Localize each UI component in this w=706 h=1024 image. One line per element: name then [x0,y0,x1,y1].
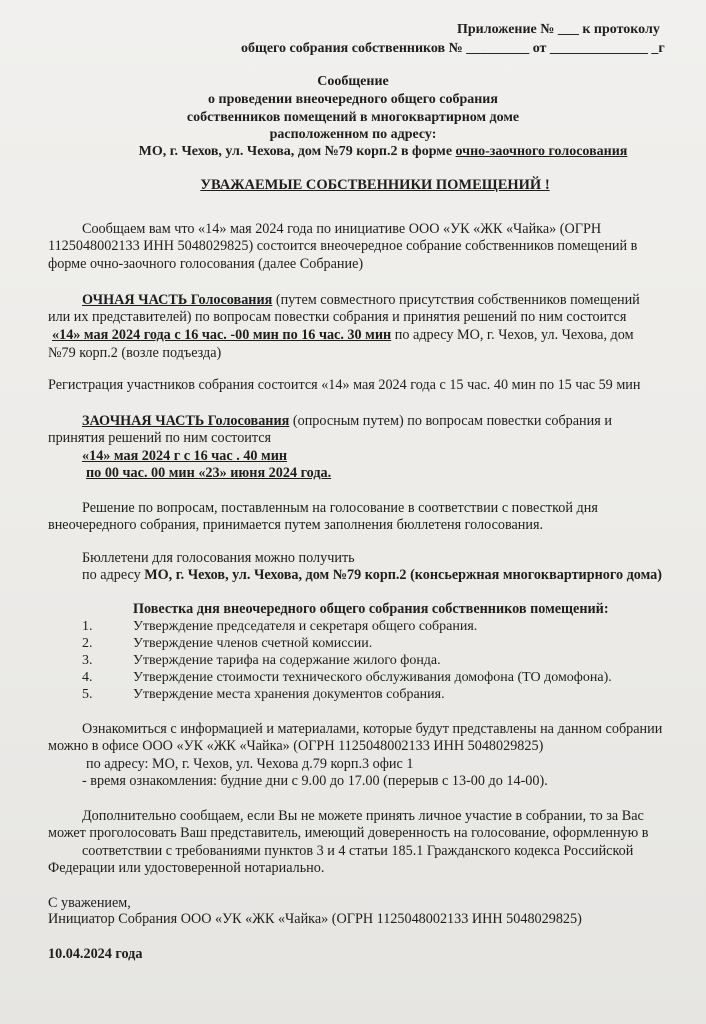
proxy-line1: Дополнительно сообщаем, если Вы не можете принять личное участие в собрании, то за Вас [82,808,644,824]
decision-line2: внеочередного собрания, принимается путем заполнения бюллетеня голосования. [48,517,544,533]
ballots-prefix: по адресу [82,567,145,583]
absentee-start: «14» мая 2024 г с 16 час . 40 мин [82,448,288,464]
agenda-item-text: Утверждение председателя и секретаря общего собрания. [133,619,478,634]
decision-line1: Решение по вопросам, поставленным на голосование в соответствии с повесткой дня [82,500,598,516]
agenda-title: Повестка дня внеочередного общего собрания собственников помещений: [133,601,609,617]
info-line1: Ознакомиться с информацией и материалами, которые будут представлены на данном собрании [82,721,663,737]
document-date: 10.04.2024 года [48,946,143,962]
title-line2: о проведении внеочередного общего собрания [208,92,498,107]
ballots-address: МО, г. Чехов, ул. Чехова, дом №79 корп.2 (консьержная многоквартирного дома) [144,567,662,583]
proxy-line4: Федерации или удостоверенной нотариально. [48,860,325,876]
registration-line: Регистрация участников собрания состоится «14» мая 2024 года с 15 час. 40 мин по 15 час 59 мин [48,377,641,393]
agenda-item [0,635,706,652]
agenda-item-number: 4. [82,670,93,685]
agenda-item-text: Утверждение стоимости технического обслуживания домофона (ТО домофона). [133,670,612,685]
in-person-label: ОЧНАЯ ЧАСТЬ Голосования [82,292,273,308]
ballots-line2 [82,567,662,584]
absentee-end: по 00 час. 00 мин «23» июня 2024 года. [86,465,332,481]
agenda-item [0,686,706,703]
agenda-item-number: 1. [82,619,93,634]
agenda-item [0,669,706,686]
in-person-line1-rest: (путем совместного присутствия собственников помещений [272,292,640,308]
proxy-line3: соответствии с требованиями пунктов 3 и 4 статьи 185.1 Гражданского кодекса Российской [82,843,634,859]
absentee-line1 [82,413,612,430]
intro-line1: Сообщаем вам что «14» мая 2024 года по инициативе ООО «УК «ЖК «Чайка» (ОГРН [82,221,602,237]
absentee-line1-rest: (опросным путем) по вопросам повестки собрания и [289,413,612,429]
agenda-item-text: Утверждение места хранения документов собрания. [133,687,445,702]
ballots-line1: Бюллетени для голосования можно получить [82,550,355,566]
greeting: УВАЖАЕМЫЕ СОБСТВЕННИКИ ПОМЕЩЕНИЙ ! [200,177,550,193]
title-line3: собственников помещений в многоквартирном доме [186,110,520,125]
absentee-label: ЗАОЧНАЯ ЧАСТЬ Голосования [82,413,290,429]
info-line2: можно в офисе ООО «УК «ЖК «Чайка» (ОГРН 1125048002133 ИНН 5048029825) [48,738,544,754]
in-person-line1 [82,292,640,309]
title-address [30,143,706,161]
in-person-date: «14» мая 2024 года с 16 час. -00 мин по 16 час. 30 мин [52,327,392,343]
info-office-address: по адресу: МО, г. Чехов, ул. Чехова д.79 корп.3 офис 1 [86,756,414,772]
agenda-item [0,652,706,669]
absentee-line2: принятия решений по ним состоится [48,430,272,446]
agenda-item-text: Утверждение членов счетной комиссии. [133,636,373,651]
appendix-line: Приложение № ___ к протоколу [457,22,660,37]
agenda-item-number: 2. [82,636,93,651]
in-person-line3 [52,327,634,344]
agenda-item [0,618,706,635]
closing-initiator: Инициатор Собрания ООО «УК «ЖК «Чайка» (ОГРН 1125048002133 ИНН 5048029825) [48,911,582,927]
title-address-main: МО, г. Чехов, ул. Чехова, дом №79 корп.2 в форме [138,144,456,159]
agenda-item-number: 5. [82,687,93,702]
in-person-address: по адресу МО, г. Чехов, ул. Чехова, дом [391,327,634,343]
agenda-item-number: 3. [82,653,93,668]
intro-line3: форме очно-заочного голосования (далее Собрание) [48,256,364,272]
in-person-line4: №79 корп.2 (возле подъезда) [48,345,222,361]
title-message: Сообщение [317,74,389,89]
title-voting-form: очно-заочного голосования [455,144,628,159]
intro-line2: 1125048002133 ИНН 5048029825) состоится внеочередное собрание собственников помещений в [48,238,638,254]
in-person-line2: или их представителей) по вопросам повестки собрания и принятия решений по ним состоится [48,309,627,325]
closing-regards: С уважением, [48,895,131,911]
title-line4: расположенном по адресу: [269,127,437,142]
info-hours: - время ознакомления: будние дни с 9.00 до 17.00 (перерыв с 13-00 до 14-00). [82,773,548,789]
proxy-line2: может проголосовать Ваш представитель, имеющий доверенность на голосование, оформленную в [48,825,649,841]
protocol-line: общего собрания собственников № _________ от ______________ _г [241,41,665,56]
agenda-item-text: Утверждение тарифа на содержание жилого фонда. [133,653,441,668]
